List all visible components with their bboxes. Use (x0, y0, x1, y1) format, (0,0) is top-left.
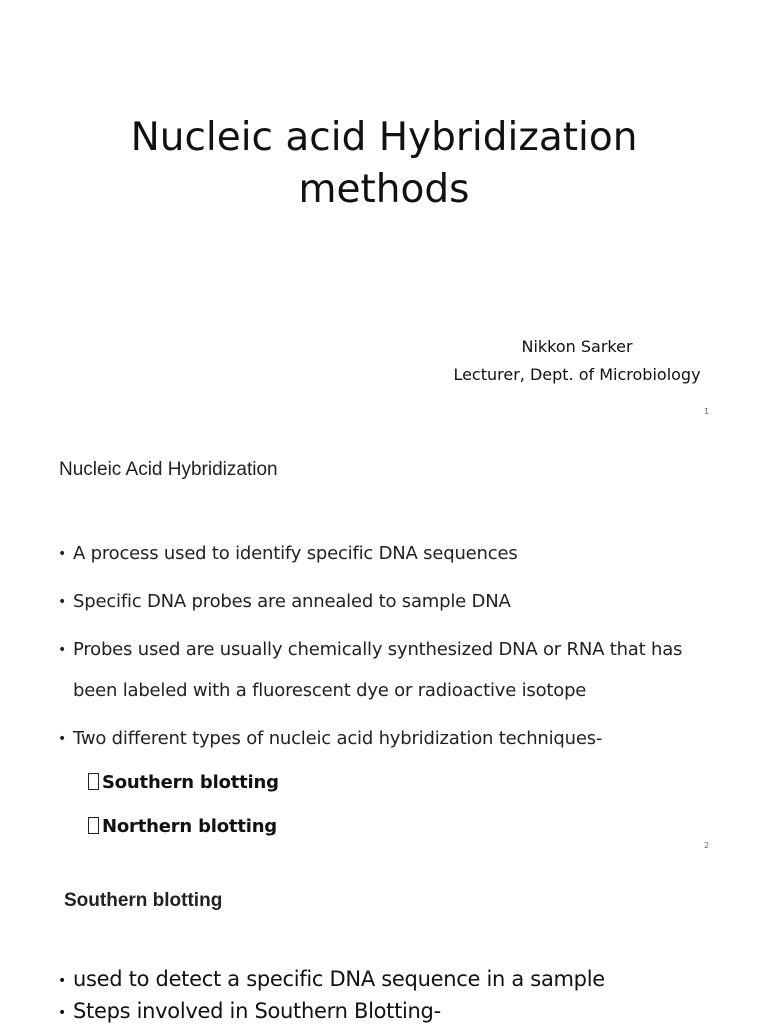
bullet-text: Steps involved in Southern Blotting- (73, 999, 441, 1023)
page-number-1: 1 (704, 407, 710, 416)
sub-item-northern (88, 816, 277, 837)
section-heading-southern: Southern blotting (64, 890, 223, 911)
checkbox-glyph-icon (88, 817, 99, 834)
section-heading-hybridization: Nucleic Acid Hybridization (59, 459, 278, 480)
author-name: Nikkon Sarker (521, 337, 633, 356)
bullet-icon: • (58, 1005, 66, 1021)
bullet-icon: • (58, 973, 66, 989)
bullet-icon: • (58, 546, 67, 562)
checkbox-glyph-icon (88, 773, 99, 790)
bullet-continuation: been labeled with a fluorescent dye or radioactive isotope (73, 680, 587, 701)
bullet-item (58, 639, 682, 660)
bullet-icon: • (58, 594, 67, 610)
page-number-2: 2 (704, 841, 710, 850)
bullet-item (58, 591, 511, 612)
bullet-item (58, 967, 605, 991)
slide-title-line-2: methods (298, 167, 470, 212)
sub-item-label: Northern blotting (102, 816, 277, 837)
sub-item-southern (88, 772, 279, 793)
bullet-item (58, 543, 518, 564)
slide-title (0, 112, 768, 216)
slide-title-line-1: Nucleic acid Hybridization (130, 115, 638, 160)
sub-item-label: Southern blotting (102, 772, 279, 793)
bullet-text: used to detect a specific DNA sequence in a sample (73, 967, 605, 991)
bullet-icon: • (58, 731, 67, 747)
bullet-text: A process used to identify specific DNA sequences (73, 543, 518, 564)
author-role: Lecturer, Dept. of Microbiology (453, 365, 701, 384)
bullet-text: Specific DNA probes are annealed to sample DNA (73, 591, 511, 612)
bullet-item (58, 999, 441, 1023)
bullet-icon: • (58, 642, 67, 658)
bullet-text: Two different types of nucleic acid hybridization techniques- (73, 728, 603, 749)
bullet-text: Probes used are usually chemically synthesized DNA or RNA that has (73, 639, 683, 660)
bullet-item (58, 728, 602, 749)
